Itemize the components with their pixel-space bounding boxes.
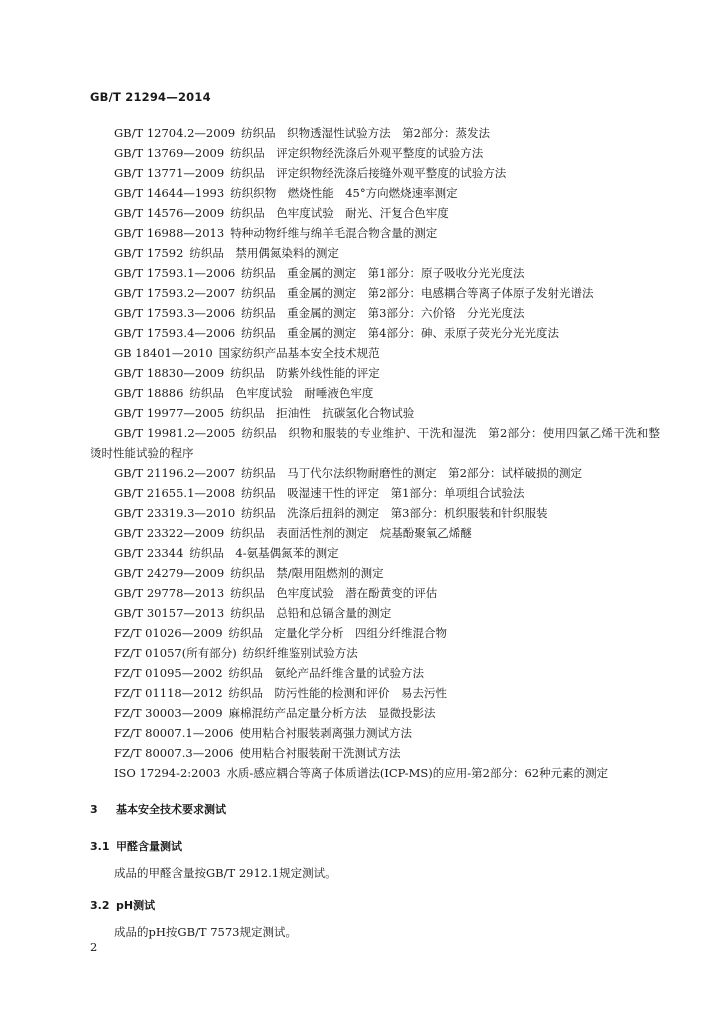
reference-item (90, 563, 660, 583)
reference-title: 纺织织物 燃烧性能 45°方向燃烧速率测定 (230, 186, 458, 200)
reference-item (90, 383, 660, 403)
reference-title: 使用粘合衬服装剥离强力测试方法 (239, 726, 412, 740)
section-3-1-heading (90, 838, 182, 854)
reference-item (90, 483, 660, 503)
reference-title: 纺织品 评定织物经洗涤后接缝外观平整度的试验方法 (230, 166, 507, 180)
reference-code: FZ/T 01118—2012 (114, 686, 223, 700)
reference-item (90, 663, 660, 683)
reference-title: 纺织品 重金属的测定 第4部分：砷、汞原子荧光分光光度法 (241, 326, 559, 340)
reference-title: 纺织品 禁用偶氮染料的测定 (189, 246, 339, 260)
reference-item (90, 223, 660, 243)
reference-title: 纺织品 定量化学分析 四组分纤维混合物 (228, 626, 448, 640)
reference-code: GB/T 19981.2—2005 (114, 426, 236, 440)
section-3-1-paragraph: 成品的甲醛含量按GB/T 2912.1规定测试。 (114, 866, 337, 880)
reference-code: ISO 17294-2:2003 (114, 766, 221, 780)
reference-title: 纺织品 洗涤后扭斜的测定 第3部分：机织服装和针织服装 (241, 506, 548, 520)
reference-title: 纺织品 吸湿速干性的评定 第1部分：单项组合试验法 (241, 486, 525, 500)
reference-item (90, 283, 660, 303)
reference-title: 纺织品 评定织物经洗涤后外观平整度的试验方法 (230, 146, 484, 160)
reference-item (90, 543, 660, 563)
reference-code: GB/T 17592 (114, 246, 184, 260)
section-number: 3.1 (90, 840, 110, 853)
reference-item (90, 743, 660, 763)
section-title: 甲醛含量测试 (116, 840, 182, 853)
reference-code: GB/T 21655.1—2008 (114, 486, 236, 500)
section-number: 3 (90, 803, 98, 816)
section-title: 基本安全技术要求测试 (116, 803, 226, 816)
reference-code: GB/T 18886 (114, 386, 184, 400)
reference-title: 纺织品 总铅和总镉含量的测定 (230, 606, 392, 620)
reference-code: GB/T 30157—2013 (114, 606, 225, 620)
reference-title: 纺织品 表面活性剂的测定 烷基酚聚氧乙烯醚 (230, 526, 472, 540)
reference-item (90, 603, 660, 623)
reference-code: GB/T 13769—2009 (114, 146, 225, 160)
section-3-2-paragraph: 成品的pH按GB/T 7573规定测试。 (114, 925, 297, 939)
reference-title: 国家纺织产品基本安全技术规范 (218, 346, 380, 360)
reference-title: 纺织品 重金属的测定 第3部分：六价铬 分光光度法 (241, 306, 525, 320)
standard-number-header: GB/T 21294—2014 (90, 90, 211, 104)
reference-title: 纺织品 重金属的测定 第1部分：原子吸收分光光度法 (241, 266, 525, 280)
reference-title: 纺织品 氨纶产品纤维含量的试验方法 (228, 666, 425, 680)
reference-item (90, 463, 660, 483)
reference-item (90, 123, 660, 143)
reference-code: FZ/T 01057(所有部分) (114, 646, 237, 660)
section-number: 3.2 (90, 899, 110, 912)
reference-title: 纺织品 防污性能的检测和评价 易去污性 (228, 686, 448, 700)
reference-item (90, 583, 660, 603)
reference-item (90, 643, 660, 663)
reference-code: GB/T 23322—2009 (114, 526, 225, 540)
reference-item (90, 303, 660, 323)
reference-item (90, 623, 660, 643)
section-3-heading (90, 801, 226, 817)
reference-item (90, 243, 660, 263)
reference-item (90, 203, 660, 223)
reference-code: GB/T 14576—2009 (114, 206, 225, 220)
reference-item (90, 163, 660, 183)
reference-code: GB/T 17593.4—2006 (114, 326, 236, 340)
reference-code: GB/T 14644—1993 (114, 186, 225, 200)
reference-code: GB/T 17593.2—2007 (114, 286, 236, 300)
reference-code: FZ/T 01095—2002 (114, 666, 223, 680)
reference-code: GB/T 23319.3—2010 (114, 506, 236, 520)
reference-item (90, 343, 660, 363)
reference-title: 纺织品 色牢度试验 潜在酚黄变的评估 (230, 586, 438, 600)
reference-title: 麻棉混纺产品定量分析方法 显微投影法 (228, 706, 436, 720)
reference-item (90, 763, 660, 783)
reference-title: 纺织品 马丁代尔法织物耐磨性的测定 第2部分：试样破损的测定 (241, 466, 582, 480)
reference-item (90, 503, 660, 523)
reference-item (90, 683, 660, 703)
reference-item (90, 403, 660, 423)
reference-code: FZ/T 80007.1—2006 (114, 726, 234, 740)
reference-title: 纺织品 防紫外线性能的评定 (230, 366, 380, 380)
reference-item (90, 523, 660, 543)
reference-code: GB/T 13771—2009 (114, 166, 225, 180)
reference-title: 特种动物纤维与绵羊毛混合物含量的测定 (230, 226, 438, 240)
reference-code: GB/T 19977—2005 (114, 406, 225, 420)
reference-item (90, 363, 660, 383)
reference-item (90, 143, 660, 163)
reference-title: 使用粘合衬服装耐干洗测试方法 (239, 746, 401, 760)
reference-code: GB/T 17593.3—2006 (114, 306, 236, 320)
reference-code: GB/T 18830—2009 (114, 366, 225, 380)
reference-code: FZ/T 01026—2009 (114, 626, 223, 640)
reference-code: GB/T 29778—2013 (114, 586, 225, 600)
reference-title: 纺织品 4-氨基偶氮苯的测定 (189, 546, 339, 560)
reference-code: GB 18401—2010 (114, 346, 213, 360)
reference-item (90, 723, 660, 743)
reference-title: 纺织品 禁/限用阻燃剂的测定 (230, 566, 384, 580)
reference-item (90, 703, 660, 723)
reference-code: GB/T 12704.2—2009 (114, 126, 236, 140)
reference-title: 纺织品 重金属的测定 第2部分：电感耦合等离子体原子发射光谱法 (241, 286, 594, 300)
reference-item (90, 323, 660, 343)
section-title: pH测试 (116, 899, 156, 912)
reference-title: 纺织品 拒油性 抗碳氢化合物试验 (230, 406, 415, 420)
reference-code: GB/T 23344 (114, 546, 184, 560)
reference-item (90, 263, 660, 283)
reference-code: GB/T 24279—2009 (114, 566, 225, 580)
reference-code: FZ/T 30003—2009 (114, 706, 223, 720)
section-3-2-heading (90, 897, 155, 913)
reference-title: 纺织品 织物透湿性试验方法 第2部分：蒸发法 (241, 126, 490, 140)
reference-title: 纺织品 色牢度试验 耐唾液色牢度 (189, 386, 374, 400)
reference-item (90, 423, 660, 463)
reference-code: GB/T 21196.2—2007 (114, 466, 236, 480)
reference-code: GB/T 17593.1—2006 (114, 266, 236, 280)
page-number: 2 (90, 940, 98, 954)
reference-title: 纺织纤维鉴别试验方法 (242, 646, 358, 660)
reference-item (90, 183, 660, 203)
reference-code: GB/T 16988—2013 (114, 226, 225, 240)
reference-title: 纺织品 织物和服装的专业维护、干洗和湿洗 第2部分：使用四氯乙烯干洗和整烫时性能试验的程序 (90, 426, 660, 460)
reference-title: 水质-感应耦合等离子体质谱法(ICP-MS)的应用-第2部分：62种元素的测定 (226, 766, 609, 780)
reference-title: 纺织品 色牢度试验 耐光、汗复合色牢度 (230, 206, 449, 220)
reference-code: FZ/T 80007.3—2006 (114, 746, 234, 760)
